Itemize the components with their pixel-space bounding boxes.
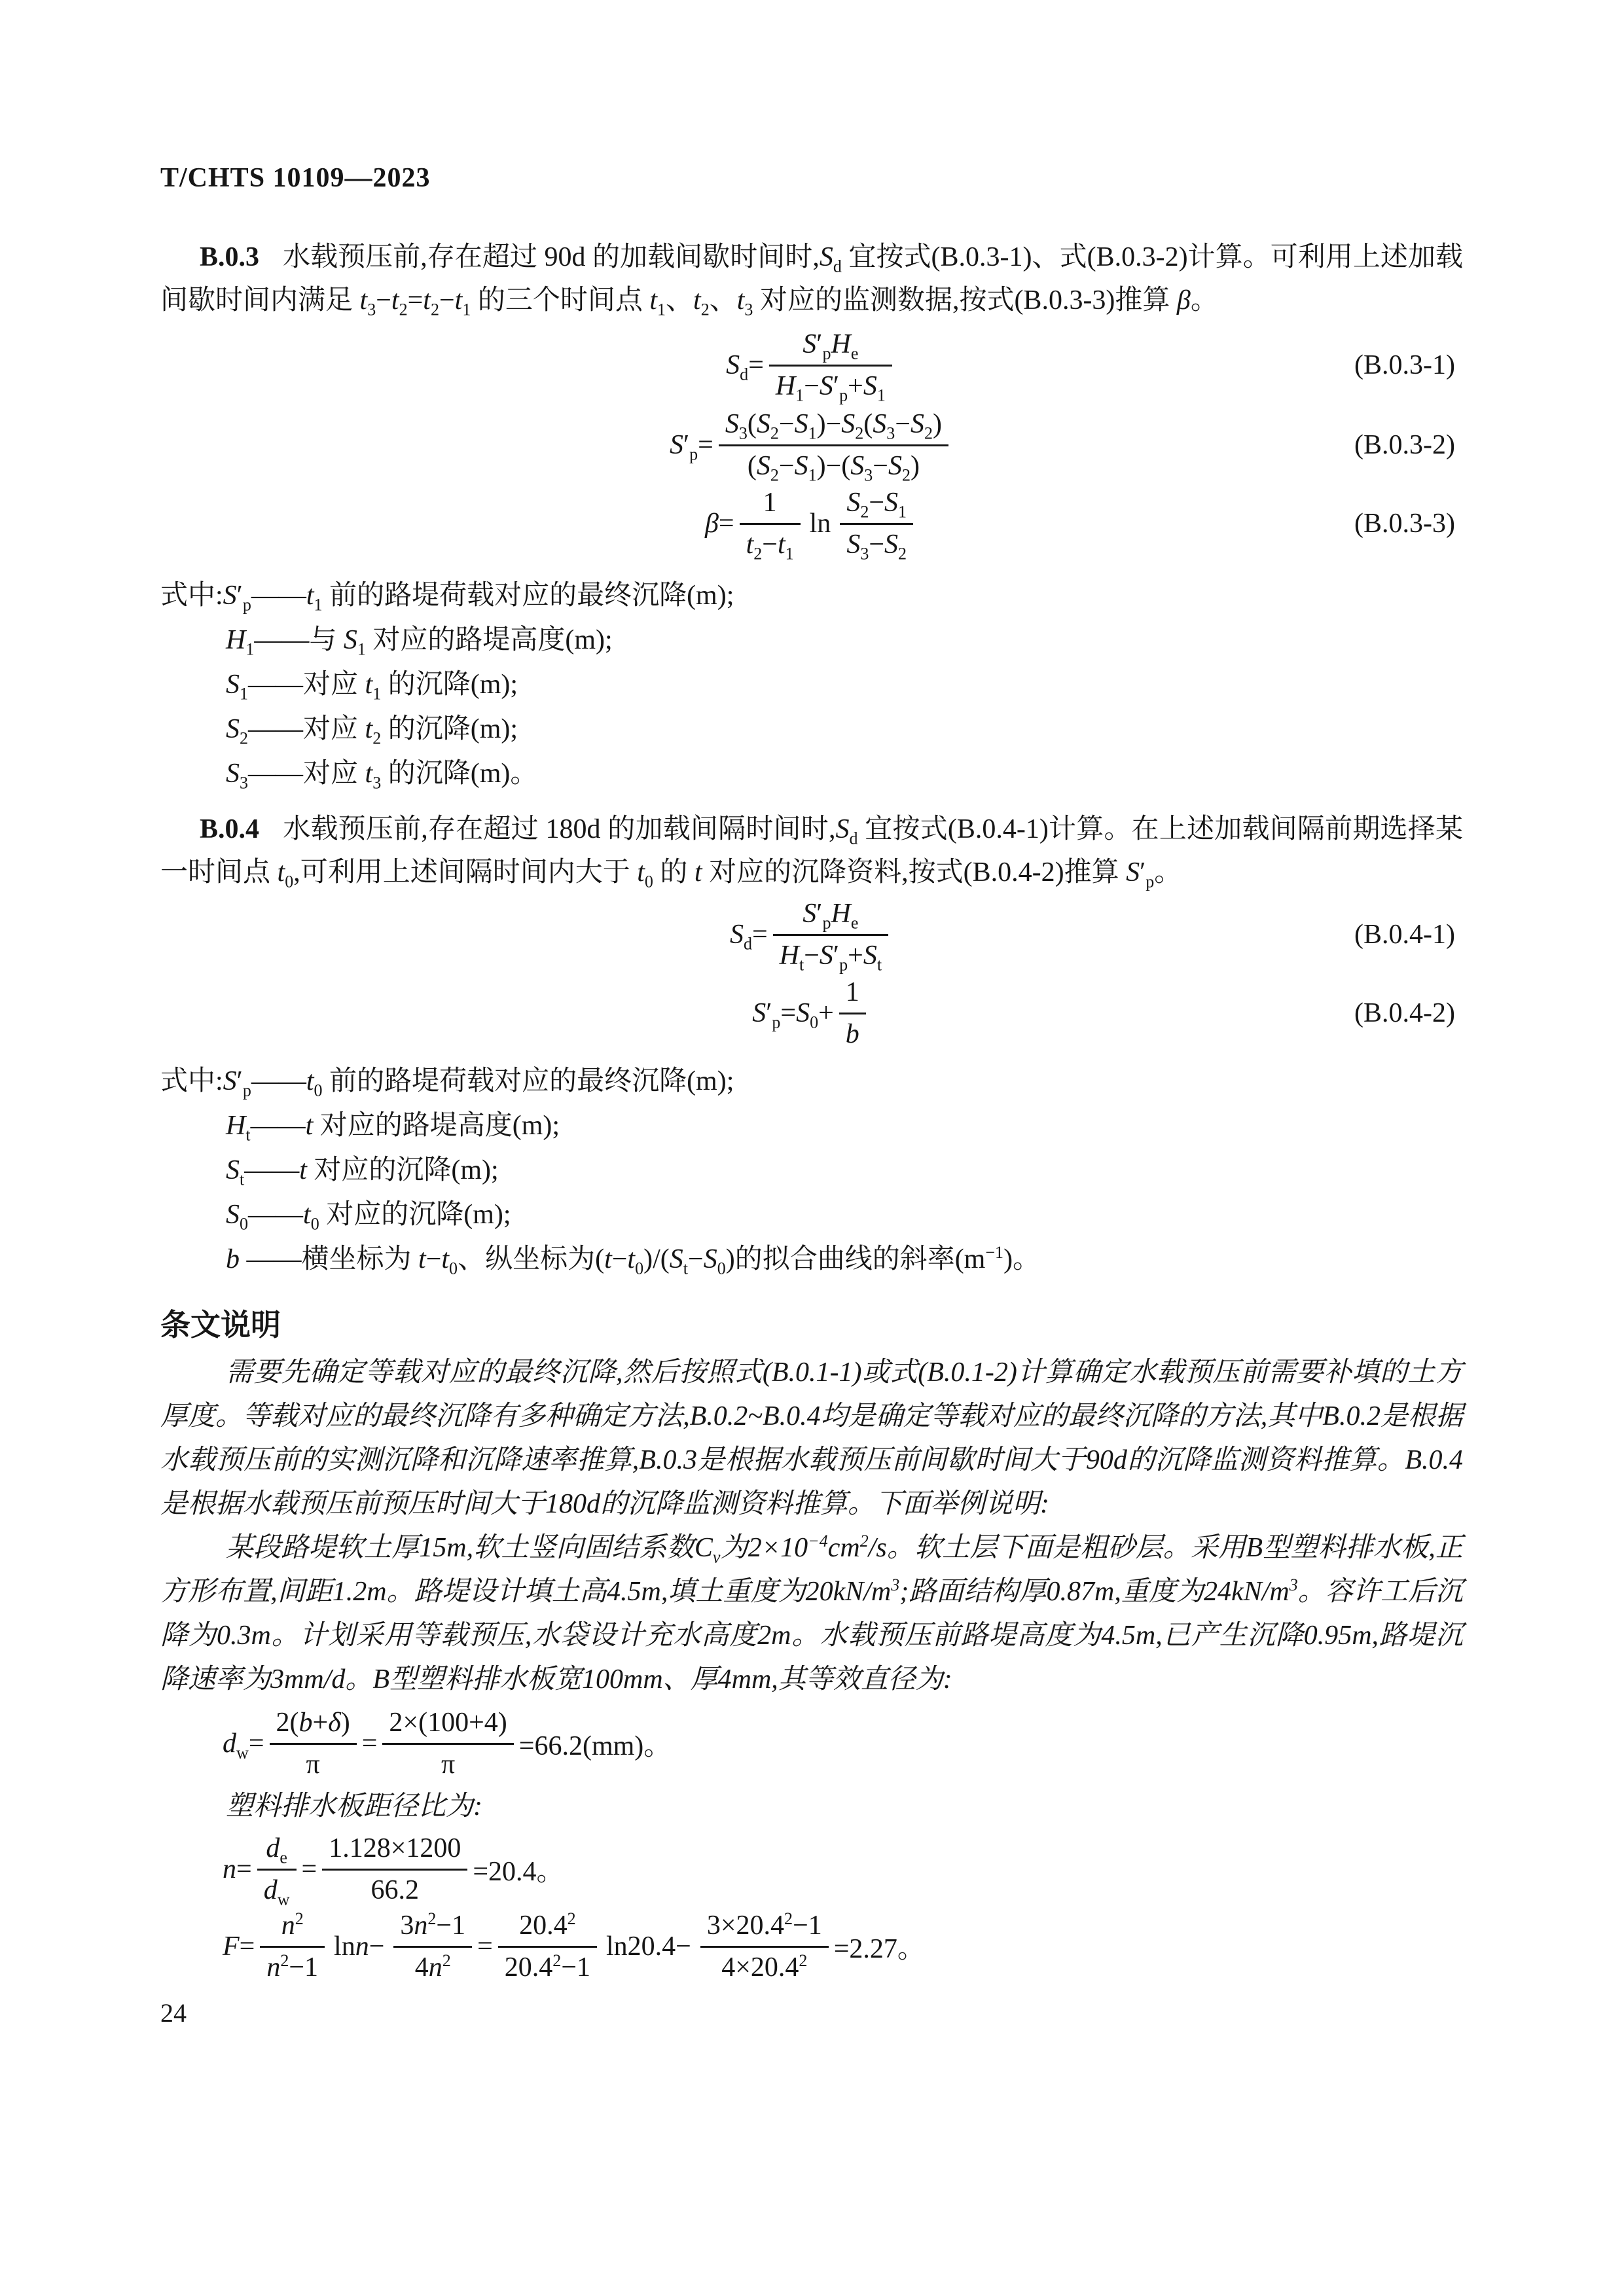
formula-F-lhs: F= <box>223 1931 255 1962</box>
equals-sign: = <box>301 1854 317 1884</box>
fraction: $\frac{2(b+\delta)}{\pi}$ <box>270 1707 357 1780</box>
equals-sign: = <box>477 1931 493 1962</box>
formula-F <box>160 1910 1463 1983</box>
equation-label: (B.0.4-2) <box>1354 998 1455 1028</box>
formula-b041-lhs: $S_d=$ <box>729 920 768 954</box>
equation-label: (B.0.4-1) <box>1354 920 1455 950</box>
formula-b031-lhs: $S_d=$ <box>726 350 764 384</box>
equation-label: (B.0.3-1) <box>1354 350 1455 380</box>
definition-row: $S_t——t$ 对应的沉降(m); <box>226 1155 499 1189</box>
commentary-paragraph-2: 某段路堤软土厚15m,软土竖向固结系数$C_v$为$2\times 10^{-4}cm^2/s$。软土层下面是粗砂层。采用B型塑料排水板,正方形布置,间距1.2m。路堤设计填土高4.5m,填土重度为$20kN/m^3$;路面结构厚0.87m,重度为$24kN/m^3$。容许工后沉降为0.3m。计划采用等载预压,水袋设计充水高度2m。水载预压前路堤高度为4.5m,已产生沉降0.95m,路堤沉降速率为3mm/d。B型塑料排水板宽100mm、厚4mm,其等效直径为: <box>160 1532 1463 1695</box>
fraction: $\frac{S_2-S_1}{S_3-S_2}$ <box>840 487 913 560</box>
definition-row: $S_2——$对应 $t_2$ 的沉降(m); <box>226 714 518 748</box>
formula-n-result: =20.4。 <box>473 1857 564 1887</box>
formula-b041 <box>160 899 1463 974</box>
definition-row: $H_t——t$ 对应的路堤高度(m); <box>226 1111 560 1145</box>
clause-b03-text: 水载预压前,存在超过 90d 的加载间歇时间时$,S_d$ 宜按式(B.0.3-1)、式(B.0.3-2)计算。可利用上述加载间歇时间内满足 $t_3-t_2=t_2-t_1$ 的三个时间点 $t_1$、$t_2$、$t_3$ 对应的监测数据,按式(B.0.3-3)推算 β。 <box>160 242 1463 319</box>
standard-number-header: T/CHTS 10109—2023 <box>160 163 431 193</box>
formula-n-lhs: n= <box>223 1854 252 1884</box>
ln-operator: ln <box>809 509 831 539</box>
definition-row: 式中$:S'_p——t_0$ 前的路堤荷载对应的最终沉降(m); <box>160 1066 734 1100</box>
ratio-lead-in: 塑料排水板距径比为: <box>226 1791 482 1821</box>
formula-dw <box>160 1707 1463 1780</box>
clause-b04 <box>160 808 1463 894</box>
fraction: $\frac{1.128\times 1200}{66.2}$ <box>322 1833 467 1906</box>
definition-list-b04 <box>160 1059 1463 1282</box>
fraction: $\frac{2\times(100+4)}{\pi}$ <box>382 1707 513 1780</box>
definition-row: 式中$:S'_p——t_1$ 前的路堤荷载对应的最终沉降(m); <box>160 581 734 615</box>
formula-F-result: =2.27。 <box>833 1934 925 1964</box>
formula-b031 <box>160 329 1463 404</box>
definition-row: $S_1——$对应 $t_1$ 的沉降(m); <box>226 670 518 704</box>
formula-b032-lhs: $S'_p=$ <box>669 430 713 464</box>
formula-b032 <box>160 409 1463 484</box>
ln-term: lnn− <box>334 1931 385 1962</box>
equation-label: (B.0.3-2) <box>1354 430 1455 460</box>
formula-b042 <box>160 977 1463 1049</box>
fraction: $\frac{n^2}{n^2-1}$ <box>260 1910 325 1983</box>
fraction: $\frac{S'_pH_e}{H_t-S'_p+S_t}$ <box>773 898 888 971</box>
fraction: $\frac{20.4^2}{20.4^2-1}$ <box>498 1910 597 1983</box>
clause-b04-text: 水载预压前,存在超过 180d 的加载间隔时间时$,S_d$ 宜按式(B.0.4-1)计算。在上述加载间隔前期选择某一时间点 $t_0$,可利用上述间隔时间内大于 $t_0$ 的 t 对应的沉降资料,按式(B.0.4-2)推算 $S'_p$。 <box>160 814 1463 891</box>
equals-sign: = <box>361 1729 378 1759</box>
clause-b03-number: B.0.3 <box>200 242 260 272</box>
fraction: $\frac{d_e}{d_w}$ <box>257 1833 297 1906</box>
formula-b033-lhs: β= <box>704 509 734 539</box>
clause-b04-number: B.0.4 <box>200 814 260 844</box>
commentary-heading: 条文说明 <box>160 1308 281 1342</box>
definition-row: $H_1——$与 $S_1$ 对应的路堤高度(m); <box>226 625 613 659</box>
fraction: $\frac{S_3(S_2-S_1)-S_2(S_3-S_2)}{(S_2-S_1)-(S_3-S_2)}$ <box>719 408 948 482</box>
definition-row: $S_0——t_0$ 对应的沉降(m); <box>226 1200 511 1234</box>
ln-term: ln20.4− <box>606 1931 691 1962</box>
formula-n <box>160 1833 1463 1909</box>
formula-dw-result: =66.2(mm)。 <box>518 1731 672 1761</box>
definition-row: $S_3——$对应 $t_3$ 的沉降(m)。 <box>226 759 538 793</box>
fraction: $\frac{1}{b}$ <box>839 977 866 1050</box>
formula-b042-lhs: $S'_p=S_0+$ <box>752 998 834 1032</box>
formula-b033 <box>160 488 1463 563</box>
page-number: 24 <box>160 1998 187 2028</box>
fraction: $\frac{3n^2-1}{4n^2}$ <box>393 1910 472 1983</box>
formula-dw-lhs: $d_w=$ <box>223 1729 264 1763</box>
equation-label: (B.0.3-3) <box>1354 509 1455 539</box>
fraction: $\frac{3\times 20.4^2-1}{4\times 20.4^2}$ <box>700 1910 829 1983</box>
fraction: $\frac{1}{t_2-t_1}$ <box>740 487 801 560</box>
definition-row: b ——横坐标为 $t-t_0$、纵坐标为$(t-t_0)/(S_t-S_0)$的拟合曲线的斜率$(m^{-1})$。 <box>226 1243 1041 1278</box>
clause-b03 <box>160 236 1463 322</box>
definition-list-b03 <box>160 573 1463 796</box>
fraction: $\frac{S'_pH_e}{H_1-S'_p+S_1}$ <box>769 329 892 402</box>
commentary-paragraph-1: 需要先确定等载对应的最终沉降,然后按照式(B.0.1-1)或式(B.0.1-2)计算确定水载预压前需要补填的土方厚度。等载对应的最终沉降有多种确定方法,B.0.2~B.0.4均是确定等载对应的最终沉降的方法,其中B.0.2是根据水载预压前的实测沉降和沉降速率推算,B.0.3是根据水载预压前间歇时间大于90d的沉降监测资料推算。B.0.4是根据水载预压前预压时间大于180d的沉降监测资料推算。下面举例说明: <box>160 1357 1463 1519</box>
page-content <box>160 162 1463 2028</box>
